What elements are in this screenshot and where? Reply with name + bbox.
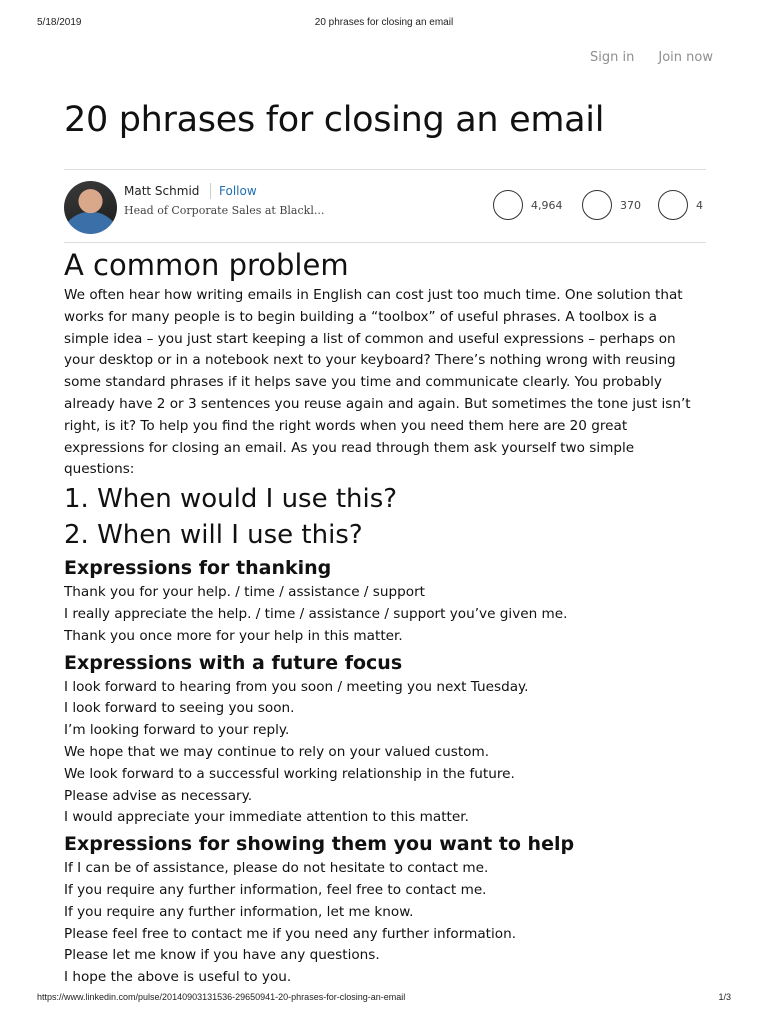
list-item: Please let me know if you have any questions. <box>64 947 380 964</box>
group-heading-thanking: Expressions for thanking <box>64 557 332 580</box>
comments-count: 370 <box>620 198 641 212</box>
article <box>64 96 706 989</box>
list-item: I look forward to seeing you soon. <box>64 700 295 717</box>
list-item: We hope that we may continue to rely on your valued custom. <box>64 743 490 760</box>
author-name[interactable]: Matt Schmid <box>124 184 200 198</box>
list-item: I hope the above is useful to you. <box>64 969 292 986</box>
article-title: 20 phrases for closing an email <box>64 100 605 140</box>
print-header <box>37 17 731 31</box>
list-item: I’m looking forward to your reply. <box>64 722 290 739</box>
list-item: If you require any further information, feel free to contact me. <box>64 881 487 898</box>
top-nav <box>590 50 713 65</box>
divider <box>64 242 706 243</box>
shares-stat[interactable] <box>658 190 703 220</box>
share-icon[interactable] <box>658 190 688 220</box>
list-item: Please feel free to contact me if you need any further information. <box>64 925 517 942</box>
follow-button[interactable]: Follow <box>219 184 257 198</box>
question-1: 1. When would I use this? <box>64 484 398 515</box>
list-item: If I can be of assistance, please do not hesitate to contact me. <box>64 860 489 877</box>
list-item: I would appreciate your immediate attention to this matter. <box>64 809 469 826</box>
print-date: 5/18/2019 <box>37 17 82 28</box>
author-bar <box>64 170 706 242</box>
list-item: I look forward to hearing from you soon / meeting you next Tuesday. <box>64 678 529 695</box>
likes-stat[interactable] <box>493 190 563 220</box>
section-heading: A common problem <box>64 248 349 282</box>
separator <box>210 183 211 199</box>
sign-in-link[interactable]: Sign in <box>590 50 635 65</box>
like-icon[interactable] <box>493 190 523 220</box>
list-item: Thank you for your help. / time / assistance / support <box>64 584 425 601</box>
join-now-link[interactable]: Join now <box>658 50 713 65</box>
list-item: Thank you once more for your help in this matter. <box>64 627 403 644</box>
shares-count: 4 <box>696 198 703 212</box>
help-list <box>64 858 706 989</box>
print-title: 20 phrases for closing an email <box>314 17 454 28</box>
list-item: Please advise as necessary. <box>64 787 253 804</box>
question-2: 2. When will I use this? <box>64 520 363 551</box>
list-item: I really appreciate the help. / time / assistance / support you’ve given me. <box>64 605 568 622</box>
group-heading-help: Expressions for showing them you want to help <box>64 833 575 856</box>
avatar[interactable] <box>64 181 117 234</box>
thanking-list <box>64 582 706 647</box>
print-footer <box>37 992 731 1006</box>
group-heading-future-focus: Expressions with a future focus <box>64 651 403 674</box>
comments-stat[interactable] <box>582 190 641 220</box>
likes-count: 4,964 <box>531 198 563 212</box>
intro-paragraph: We often hear how writing emails in English can cost just too much time. One solution that works for many people is to begin building a “toolbox” of useful phrases. A toolbox is a simple idea – you just start keeping a list of common and useful expressions – perhaps on your desktop or in a notebook next to your keyboard? There’s nothing wrong with reusing some standard phrases if it helps save you time and communicate clearly. You probably already have 2 or 3 sentences you reuse again and again. But sometimes the tone just isn’t right, is it? To help you find the right words when you need them here are 20 great expressions for closing an email. As you read through them ask yourself two simple questions: <box>64 287 691 478</box>
future-focus-list <box>64 677 706 830</box>
comment-icon[interactable] <box>582 190 612 220</box>
page-number: 1/3 <box>718 992 731 1002</box>
list-item: If you require any further information, let me know. <box>64 903 414 920</box>
author-headline: Head of Corporate Sales at Blackl... <box>124 204 325 217</box>
list-item: We look forward to a successful working relationship in the future. <box>64 765 515 782</box>
print-url: https://www.linkedin.com/pulse/20140903131536-29650941-20-phrases-for-closing-an-email <box>37 992 406 1002</box>
